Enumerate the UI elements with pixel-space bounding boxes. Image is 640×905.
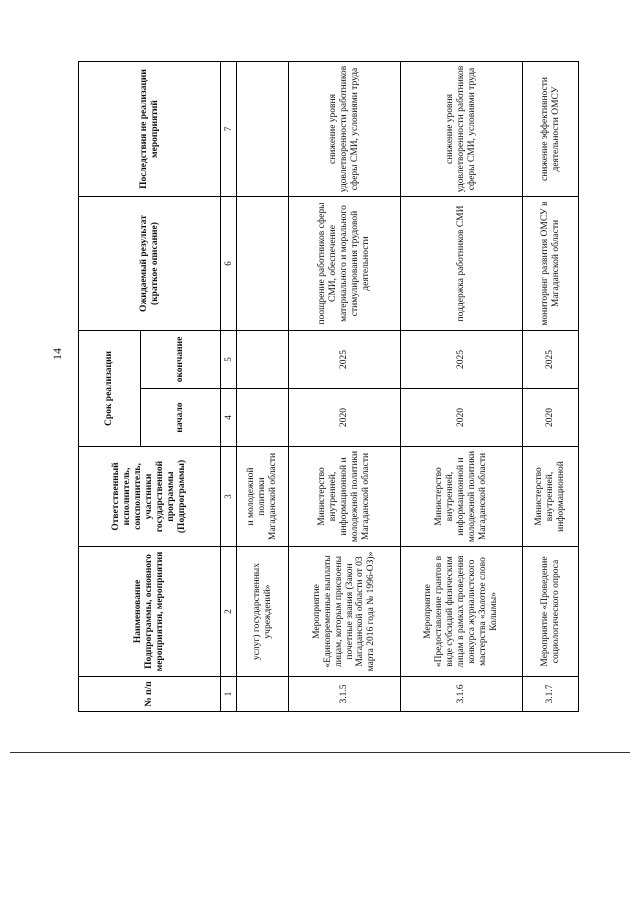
- column-number: 7: [221, 62, 237, 197]
- row-name: Мероприятие «Предоставление грантов в виде субсидий физическим лицам в рамках проведения конкурса журналистского мастерства «Золотое слово Колымы»: [401, 547, 523, 677]
- row-name: Мероприятие «Единовременные выплаты лицам, которым присвоены почетные звания (Закон Магаданской области от 03 марта 2016 года № 1996-ОЗ)»: [289, 547, 401, 677]
- header-name: Наименование Подпрограммы, основного мероприятия, мероприятия: [79, 547, 221, 677]
- row-name: Мероприятие «Проведение социологического опроса: [523, 547, 579, 677]
- row-responsible: Министерство внутренней, информационной и молодежной политики Магаданской области: [289, 447, 401, 547]
- header-consequences: Последствия не реализации мероприятий: [79, 62, 221, 197]
- row-consequences: снижение уровня удовлетворенности работников сферы СМИ, условиями труда: [401, 62, 523, 197]
- row-end: 2025: [523, 331, 579, 389]
- column-number: 3: [221, 447, 237, 547]
- table-row: [237, 62, 289, 712]
- row-no: [237, 677, 289, 712]
- table-row: [523, 62, 579, 712]
- program-table: [78, 61, 579, 712]
- row-name: услуг) государственных учреждений»: [237, 547, 289, 677]
- row-result: мониторинг развития ОМСУ в Магаданской области: [523, 197, 579, 331]
- row-responsible: и молодежной политики Магаданской области: [237, 447, 289, 547]
- header-responsible: Ответственный исполнитель, соисполнитель, участники государственной программы (Подпрограммы): [79, 447, 221, 547]
- column-number: 4: [221, 389, 237, 447]
- row-result: поощрение работников сферы СМИ, обеспечение материального и морального стимулирования трудовой деятельности: [289, 197, 401, 331]
- table-container: [78, 62, 618, 712]
- row-result: поддержка работников СМИ: [401, 197, 523, 331]
- row-consequences: снижение эффективности деятельности ОМСУ: [523, 62, 579, 197]
- column-number: 2: [221, 547, 237, 677]
- column-number: 5: [221, 331, 237, 389]
- header-term: Срок реализации: [79, 331, 141, 447]
- column-number: 6: [221, 197, 237, 331]
- table-row: [401, 62, 523, 712]
- row-start: [237, 389, 289, 447]
- header-no: № п/п: [79, 677, 221, 712]
- row-responsible: Министерство внутренней, информационной: [523, 447, 579, 547]
- table-row: [289, 62, 401, 712]
- row-no: 3.1.7: [523, 677, 579, 712]
- header-end: окончание: [141, 331, 221, 389]
- row-end: [237, 331, 289, 389]
- row-end: 2025: [289, 331, 401, 389]
- row-consequences: снижение уровня удовлетворенности работников сферы СМИ, условиями труда: [289, 62, 401, 197]
- row-no: 3.1.5: [289, 677, 401, 712]
- column-number: 1: [221, 677, 237, 712]
- row-start: 2020: [523, 389, 579, 447]
- row-end: 2025: [401, 331, 523, 389]
- header-result: Ожидаемый результат (краткое описание): [79, 197, 221, 331]
- divider-line: [10, 752, 630, 753]
- row-start: 2020: [289, 389, 401, 447]
- header-start: начало: [141, 389, 221, 447]
- row-start: 2020: [401, 389, 523, 447]
- page-number: 14: [50, 348, 64, 360]
- row-result: [237, 197, 289, 331]
- row-consequences: [237, 62, 289, 197]
- row-no: 3.1.6: [401, 677, 523, 712]
- row-responsible: Министерство внутренней, информационной и молодежной политики Магаданской области: [401, 447, 523, 547]
